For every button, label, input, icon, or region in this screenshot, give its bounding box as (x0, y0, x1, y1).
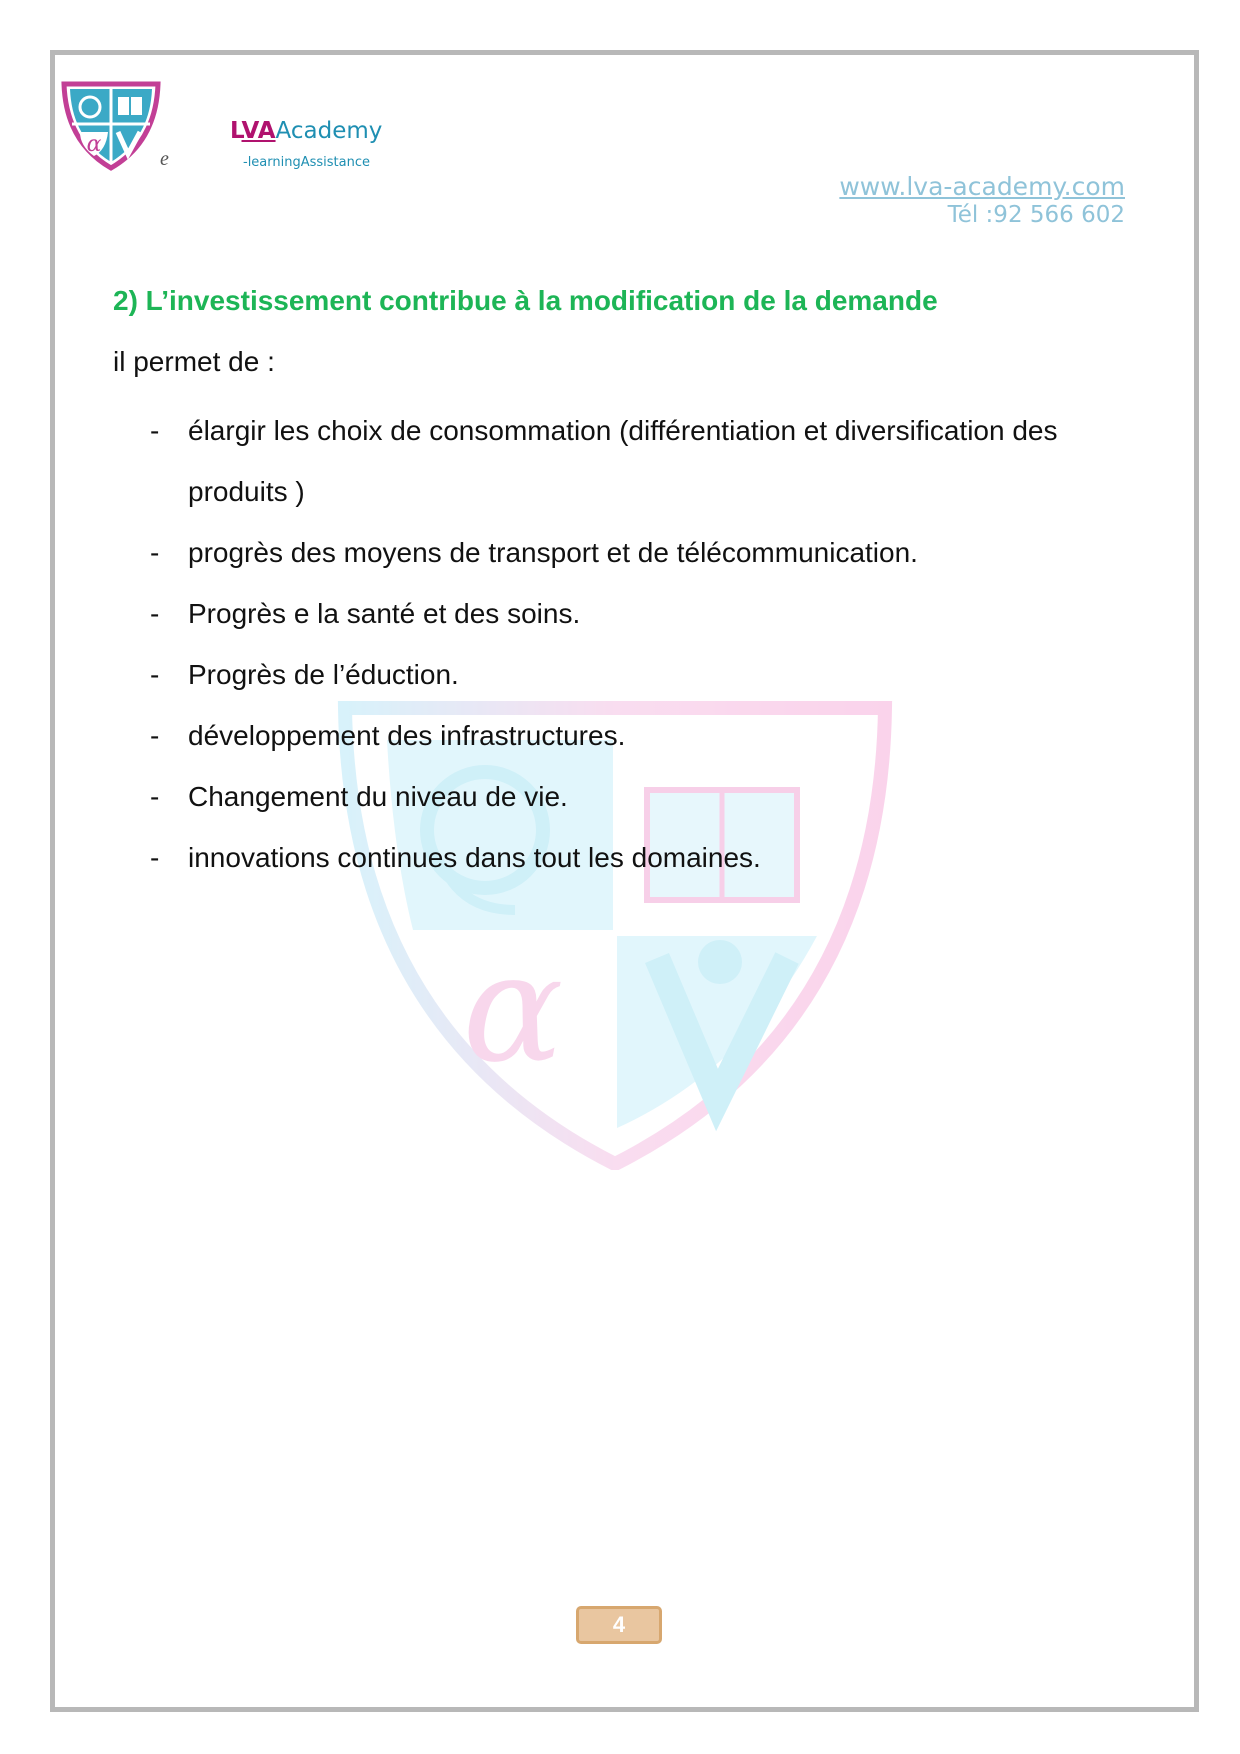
list-item-text: innovations continues dans tout les domaines. (188, 842, 761, 873)
list-item (113, 766, 1123, 827)
document-body (113, 278, 1123, 888)
page-number-badge: 4 (576, 1606, 662, 1644)
bullet-dash: - (150, 598, 160, 629)
bullet-list (113, 400, 1123, 888)
contact-block (839, 173, 1125, 228)
svg-text:α: α (86, 132, 102, 157)
brand-suffix: Academy (275, 118, 383, 144)
brand-prefix: L (230, 118, 242, 144)
list-item (113, 644, 1123, 705)
bullet-dash: - (150, 537, 160, 568)
brand-name (230, 120, 382, 143)
list-item (113, 827, 1123, 888)
bullet-dash: - (150, 659, 160, 690)
lva-academy-logo (58, 80, 164, 172)
svg-text:α: α (462, 922, 564, 1096)
list-item (113, 583, 1123, 644)
website-link[interactable]: www.lva-academy.com (839, 172, 1125, 201)
bullet-dash: - (150, 781, 160, 812)
brand-tagline: -learningAssistance (243, 155, 370, 170)
list-item (113, 522, 1123, 583)
brand-highlight: VA (241, 118, 276, 144)
list-item (113, 400, 1123, 522)
list-item-text: progrès des moyens de transport et de télécommunication. (188, 537, 918, 568)
section-intro: il permet de : (113, 346, 275, 377)
list-item-text: Progrès de l’éduction. (188, 659, 459, 690)
bullet-dash: - (150, 720, 160, 751)
section-heading: 2) L’investissement contribue à la modification de la demande (113, 285, 938, 316)
logo-letter: e (160, 148, 169, 170)
list-item-text: Progrès e la santé et des soins. (188, 598, 581, 629)
list-item-text: élargir les choix de consommation (différentiation et diversification des produits ) (188, 415, 1058, 507)
list-item-text: développement des infrastructures. (188, 720, 626, 751)
phone-number: Tél :92 566 602 (947, 201, 1125, 228)
list-item (113, 705, 1123, 766)
list-item-text: Changement du niveau de vie. (188, 781, 568, 812)
bullet-dash: - (150, 842, 160, 873)
bullet-dash: - (150, 415, 160, 446)
